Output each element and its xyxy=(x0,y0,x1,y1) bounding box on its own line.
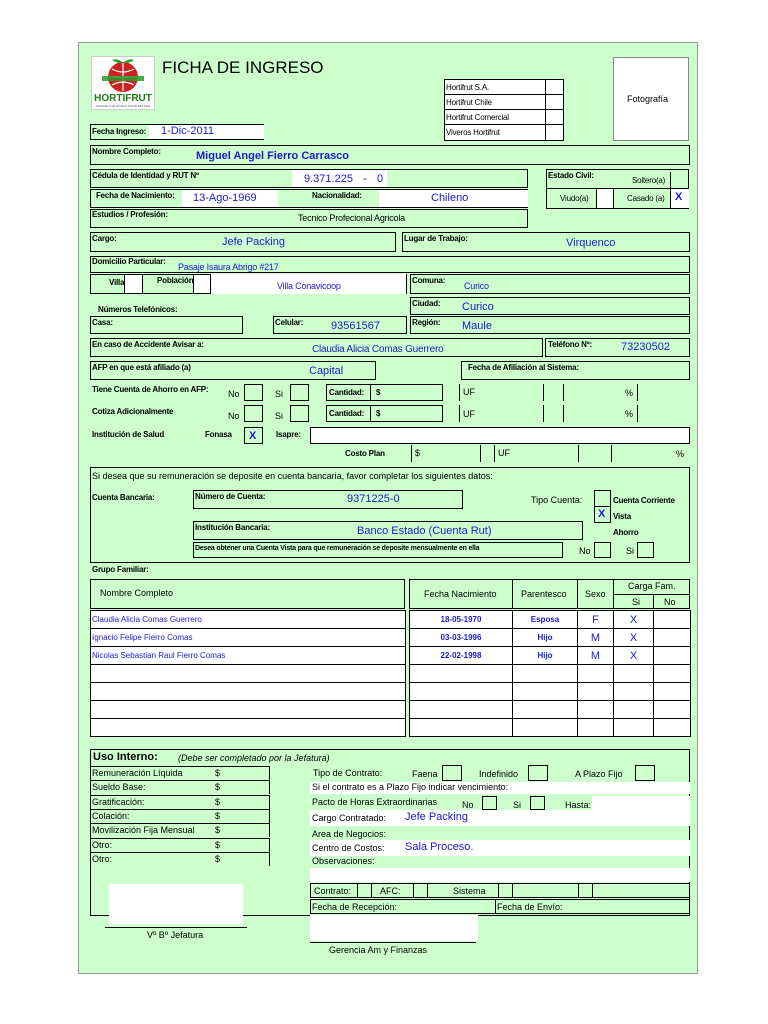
familia-cell-no[interactable] xyxy=(654,683,691,701)
remuneracion-row[interactable] xyxy=(90,809,270,823)
desea-no-label: No xyxy=(579,546,591,556)
cargo-value: Jefe Packing xyxy=(222,236,285,248)
cargo-label: Cargo: xyxy=(92,234,117,243)
remuneracion-label: Otro: xyxy=(92,839,113,850)
domicilio-label: Domicilio Particular: xyxy=(92,257,166,266)
familia-cell-si[interactable] xyxy=(614,683,654,701)
remuneracion-peso: $ xyxy=(215,810,221,821)
domicilio-value: Pasaje Isaura Abrigo #217 xyxy=(178,262,279,272)
familia-label: Grupo Familiar: xyxy=(92,565,149,574)
cotiza-label: Cotiza Adicionalmente xyxy=(92,407,174,416)
gerencia-signature[interactable] xyxy=(310,915,478,941)
hasta-label: Hasta: xyxy=(565,800,592,810)
poblacion-value: Villa Conavicoop xyxy=(277,281,341,291)
remuneracion-row[interactable] xyxy=(90,766,270,780)
familia-header-parentesco: Parentesco xyxy=(521,589,567,599)
familia-cell-si[interactable] xyxy=(614,665,654,683)
sistema-checkbox[interactable] xyxy=(498,883,513,898)
area-label: Area de Negocios: xyxy=(312,829,387,839)
remuneracion-label: Colación: xyxy=(92,810,130,821)
rut-value: 9.371.225 xyxy=(304,173,353,185)
accidente-value: Claudia Alicia Comas Guerrero xyxy=(312,344,444,355)
familia-cell-nombre[interactable]: Nicolas Sebastian Raul Fierro Comas xyxy=(91,647,406,665)
desea-no-checkbox[interactable] xyxy=(594,542,611,558)
familia-row xyxy=(91,647,691,665)
afc-checkbox[interactable] xyxy=(413,883,428,898)
logo-globe-icon xyxy=(92,57,154,95)
villa-field[interactable] xyxy=(124,274,143,294)
telefono-label: Teléfono Nº: xyxy=(548,340,592,349)
familia-cell-parentesco[interactable] xyxy=(513,665,578,683)
recepcion-label: Fecha de Recepción: xyxy=(312,902,398,912)
remuneracion-label: Otro: xyxy=(92,853,113,864)
celular-label: Celular: xyxy=(275,318,304,327)
familia-cell-fecha[interactable]: 18-05-1970 xyxy=(410,611,513,629)
ahorro-cuenta-label: Ahorro xyxy=(613,528,639,537)
familia-header-sexo: Sexo xyxy=(585,589,606,599)
nombre-value: Miguel Angel Fierro Carrasco xyxy=(196,150,350,162)
remuneracion-label: Movilización Fija Mensual xyxy=(92,825,195,836)
ciudad-value: Curico xyxy=(462,301,494,313)
sistema-label: Sistema xyxy=(453,886,486,896)
remuneracion-peso: $ xyxy=(215,825,221,836)
costo-peso-field[interactable] xyxy=(411,445,481,462)
viudo-label: Viudo(a) xyxy=(560,194,589,203)
casa-label: Casa: xyxy=(92,318,113,327)
company-checkbox-2[interactable] xyxy=(546,95,563,109)
company-hortifrut-chile: Hortifrut Chile xyxy=(446,98,492,107)
cotiza-si-label: Si xyxy=(275,411,284,421)
cotiza-si-checkbox[interactable] xyxy=(290,405,309,422)
company-hortifrut-sa: Hortifrut S.A. xyxy=(446,83,489,92)
costo-pct: % xyxy=(676,449,685,459)
obs-field[interactable] xyxy=(310,868,690,882)
comuna-row xyxy=(410,274,690,294)
familia-row xyxy=(91,611,691,629)
familia-cell-fecha[interactable] xyxy=(410,665,513,683)
remuneracion-row[interactable] xyxy=(90,780,270,794)
familia-cell-no[interactable] xyxy=(654,611,691,629)
ciudad-label: Ciudad: xyxy=(412,299,441,308)
familia-cell-si[interactable] xyxy=(614,701,654,719)
viudo-checkbox[interactable] xyxy=(596,189,614,208)
remuneracion-peso: $ xyxy=(215,768,221,778)
plazo-label: A Plazo Fijo xyxy=(575,769,623,779)
familia-cell-sexo[interactable]: M xyxy=(578,629,614,647)
fecha-nac-label: Fecha de Nacimiento: xyxy=(96,191,175,200)
afiliacion-label: Fecha de Afiliación al Sistema: xyxy=(468,363,579,372)
envio-label: Fecha de Envío: xyxy=(497,902,563,912)
company-checkbox-1[interactable] xyxy=(546,80,563,94)
vb-jefatura-signature[interactable] xyxy=(109,884,243,924)
familia-cell-nombre[interactable] xyxy=(91,719,406,737)
familia-cell-no[interactable] xyxy=(654,665,691,683)
tipo-label: Tipo Cuenta: xyxy=(531,495,583,505)
fonasa-label: Fonasa xyxy=(205,430,232,439)
remuneracion-peso: $ xyxy=(215,796,221,807)
familia-cell-fecha[interactable]: 22-02-1998 xyxy=(410,647,513,665)
company-checkbox-3[interactable] xyxy=(546,110,563,124)
afp-label: AFP en que está afiliado (a) xyxy=(92,363,191,372)
afp-value: Capital xyxy=(309,365,344,377)
numero-value: 9371225-0 xyxy=(347,493,400,505)
remuneracion-peso: $ xyxy=(215,853,221,864)
tipo-contrato-label: Tipo de Contrato: xyxy=(313,768,383,778)
familia-cell-parentesco[interactable]: Esposa xyxy=(513,611,578,629)
ahorro-uf-label: UF xyxy=(463,387,475,397)
indefinido-checkbox[interactable] xyxy=(528,765,548,781)
cotiza-no-checkbox[interactable] xyxy=(244,405,263,422)
company-hortifrut-comercial: Hortifrut Comercial xyxy=(446,113,509,122)
rut-dv-value: 0 xyxy=(377,173,384,185)
plazo-checkbox[interactable] xyxy=(635,765,655,781)
vista-label: Vista xyxy=(613,512,631,521)
obs-label: Observaciones: xyxy=(312,856,375,866)
familia-cell-no[interactable] xyxy=(654,719,691,737)
ciudad-row xyxy=(410,297,690,315)
cuenta-label: Cuenta Bancaria: xyxy=(92,493,155,502)
fecha-ingreso-value: 1-Dic-2011 xyxy=(161,125,214,137)
gerencia-label: Gerencia Am y Finanzas xyxy=(329,945,428,955)
remuneracion-row[interactable] xyxy=(90,838,270,852)
hortifrut-logo xyxy=(91,56,155,110)
familia-header-fecha: Fecha Nacimiento xyxy=(424,589,497,599)
fonasa-mark: X xyxy=(249,430,257,442)
desea-si-label: Si xyxy=(626,546,635,556)
familia-cell-parentesco[interactable]: Hijo xyxy=(513,647,578,665)
contrato-checkbox[interactable] xyxy=(357,883,372,898)
region-label: Región: xyxy=(412,318,441,327)
familia-cell-sexo[interactable] xyxy=(578,719,614,737)
indefinido-label: Indefinido xyxy=(479,769,519,779)
pacto-label: Pacto de Horas Extraordinarias xyxy=(312,797,438,807)
familia-header-si: Si xyxy=(632,597,641,607)
cotiza-uf-label: UF xyxy=(463,409,475,419)
familia-cell-si[interactable]: X xyxy=(614,647,654,665)
casado-label: Casado (a) xyxy=(627,194,665,203)
faena-checkbox[interactable] xyxy=(442,765,462,781)
pacto-si-label: Si xyxy=(513,800,522,810)
lugar-value: Virquenco xyxy=(566,237,616,249)
accidente-label: En caso de Accidente Avisar a: xyxy=(92,340,204,349)
fecha-nac-value: 13-Ago-1969 xyxy=(193,192,257,204)
familia-cell-fecha[interactable] xyxy=(410,719,513,737)
ahorro-si-label: Si xyxy=(275,389,284,399)
casa-row xyxy=(90,316,243,334)
afc-label: AFC: xyxy=(380,886,401,896)
remuneracion-label: Sueldo Base: xyxy=(92,782,146,793)
familia-cell-nombre[interactable] xyxy=(91,683,406,701)
comuna-value: Curico xyxy=(464,281,489,291)
uso-title: Uso Interno: xyxy=(93,751,158,763)
banco-intro: Si desea que su remuneración se deposite en cuenta bancaria, favor completar los siguientes datos: xyxy=(92,471,493,481)
familia-header-no: No xyxy=(664,597,676,607)
rut-separator: - xyxy=(363,173,367,185)
remuneracion-row[interactable] xyxy=(90,852,270,866)
vb-jefatura-label: Vº Bº Jefatura xyxy=(147,930,204,940)
soltero-label: Soltero(a) xyxy=(632,176,666,185)
familia-cell-nombre[interactable]: Ignacio Felipe Fierro Comas xyxy=(91,629,406,647)
cotiza-peso: $ xyxy=(376,409,381,418)
photo-label: Fotografía xyxy=(627,94,669,104)
comuna-label: Comuna: xyxy=(412,276,446,285)
celular-value: 93561567 xyxy=(331,320,380,332)
company-viveros: Viveros Hortifrut xyxy=(446,128,500,137)
estudios-label: Estudios / Profesión: xyxy=(92,210,168,219)
desea-si-checkbox[interactable] xyxy=(637,542,654,558)
familia-cell-si[interactable]: X xyxy=(614,629,654,647)
region-value: Maule xyxy=(462,320,492,332)
form-page xyxy=(78,42,698,974)
ahorro-label: Tiene Cuenta de Ahorro en AFP: xyxy=(92,385,209,394)
familia-row xyxy=(91,683,691,701)
soltero-checkbox[interactable] xyxy=(670,172,688,188)
familia-table xyxy=(90,610,691,737)
remuneracion-row[interactable] xyxy=(90,795,270,809)
familia-cell-sexo[interactable] xyxy=(578,665,614,683)
familia-cell-sexo[interactable] xyxy=(578,701,614,719)
page-title: FICHA DE INGRESO xyxy=(162,58,324,77)
logo-tagline: MAKING THE WORLD TASTE BETTER xyxy=(96,104,150,108)
ahorro-no-checkbox[interactable] xyxy=(244,384,263,401)
familia-cell-sexo[interactable]: F xyxy=(578,611,614,629)
pacto-si-checkbox[interactable] xyxy=(530,796,545,810)
familia-cell-sexo[interactable]: M xyxy=(578,647,614,665)
familia-cell-nombre[interactable] xyxy=(91,701,406,719)
nacionalidad-value: Chileno xyxy=(431,192,469,204)
telefonos-label: Números Telefónicos: xyxy=(98,305,178,314)
familia-row xyxy=(91,665,691,683)
familia-row xyxy=(91,701,691,719)
desea-label: Desea obtener una Cuenta Vista para que remuneración se deposite mensualmente en ella xyxy=(195,545,480,552)
remuneracion-label: Gratificación: xyxy=(92,796,145,807)
plazo-venc-label: Si el contrato es a Plazo Fijo indicar vencimiento: xyxy=(312,782,509,792)
remuneracion-peso: $ xyxy=(215,782,221,793)
estado-civil-label: Estado Civil: xyxy=(548,171,594,180)
cotiza-pct-label: % xyxy=(625,409,634,419)
rut-label: Cédula de Identidad y RUT Nº xyxy=(92,171,199,180)
remuneracion-peso: $ xyxy=(215,839,221,850)
familia-cell-si[interactable]: X xyxy=(614,611,654,629)
costo-peso: $ xyxy=(415,448,421,458)
remuneracion-row[interactable] xyxy=(90,823,270,837)
contrato-label: Contrato: xyxy=(314,886,352,896)
hasta-field[interactable] xyxy=(592,796,690,810)
uso-subtitle: (Debe ser completado por la Jefatura) xyxy=(178,753,330,763)
familia-row xyxy=(91,629,691,647)
logo-text: HORTIFRUT xyxy=(94,93,152,104)
familia-cell-no[interactable] xyxy=(654,647,691,665)
ahorro-pct-label: % xyxy=(625,388,634,398)
familia-cell-sexo[interactable] xyxy=(578,683,614,701)
ahorro-peso: $ xyxy=(376,388,381,397)
nacionalidad-label: Nacionalidad: xyxy=(312,191,362,200)
familia-cell-fecha[interactable] xyxy=(410,683,513,701)
familia-cell-nombre[interactable]: Claudia Alicia Comas Guerrero xyxy=(91,611,406,629)
lugar-label: Lugar de Trabajo: xyxy=(404,234,468,243)
costo-label: Costo Plan xyxy=(345,449,385,458)
villa-label: Villa xyxy=(109,278,125,287)
familia-cell-fecha[interactable] xyxy=(410,701,513,719)
poblacion-label: Población xyxy=(157,276,194,285)
familia-cell-parentesco[interactable] xyxy=(513,719,578,737)
institucion-label: Institución Bancaria: xyxy=(195,523,270,532)
familia-cell-nombre[interactable] xyxy=(91,665,406,683)
remuneracion-label: Remuneración Líquida xyxy=(92,768,183,778)
nombre-label: Nombre Completo: xyxy=(92,147,161,156)
centro-label: Centro de Costos: xyxy=(312,843,385,853)
extra-checkbox[interactable] xyxy=(578,883,593,898)
telefono-value: 73230502 xyxy=(621,341,670,353)
familia-cell-parentesco[interactable]: Hijo xyxy=(513,629,578,647)
cargo-contratado-label: Cargo Contratado: xyxy=(312,813,387,823)
salud-label: Institución de Salud xyxy=(92,430,165,439)
familia-cell-parentesco[interactable] xyxy=(513,683,578,701)
corriente-checkbox[interactable] xyxy=(594,490,611,507)
centro-value: Sala Proceso. xyxy=(405,841,474,853)
fecha-ingreso-label: Fecha Ingreso: xyxy=(92,127,147,136)
faena-label: Faena xyxy=(412,769,438,779)
familia-row xyxy=(91,719,691,737)
numero-label: Número de Cuenta: xyxy=(195,492,266,501)
cotiza-no-label: No xyxy=(228,411,240,421)
institucion-value: Banco Estado (Cuenta Rut) xyxy=(357,525,492,537)
costo-uf: UF xyxy=(498,448,510,458)
pacto-no-label: No xyxy=(462,800,474,810)
isapre-label: Isapre: xyxy=(276,430,301,439)
cotiza-cantidad-label: Cantidad: xyxy=(329,409,365,418)
poblacion-checkbox[interactable] xyxy=(193,274,211,294)
familia-cell-no[interactable] xyxy=(654,629,691,647)
ahorro-si-checkbox[interactable] xyxy=(290,384,309,401)
estudios-value: Tecnico Profecional Agricola xyxy=(298,213,405,223)
ahorro-cantidad-label: Cantidad: xyxy=(329,388,365,397)
casado-mark: X xyxy=(675,191,683,203)
corriente-label: Cuenta Corriente xyxy=(613,496,675,505)
nombre-row xyxy=(90,145,690,165)
isapre-field[interactable] xyxy=(310,427,690,444)
familia-cell-parentesco[interactable] xyxy=(513,701,578,719)
company-checkbox-4[interactable] xyxy=(546,125,563,139)
ahorro-no-label: No xyxy=(228,389,240,399)
vista-mark: X xyxy=(598,508,606,520)
region-row xyxy=(410,316,690,334)
familia-cell-fecha[interactable]: 03-03-1996 xyxy=(410,629,513,647)
familia-cell-si[interactable] xyxy=(614,719,654,737)
familia-cell-no[interactable] xyxy=(654,701,691,719)
cargo-contratado-value: Jefe Packing xyxy=(405,811,468,823)
familia-header-nombre: Nombre Completo xyxy=(100,588,174,598)
pacto-no-checkbox[interactable] xyxy=(482,796,497,810)
familia-header-carga: Carga Fam. xyxy=(628,581,676,591)
